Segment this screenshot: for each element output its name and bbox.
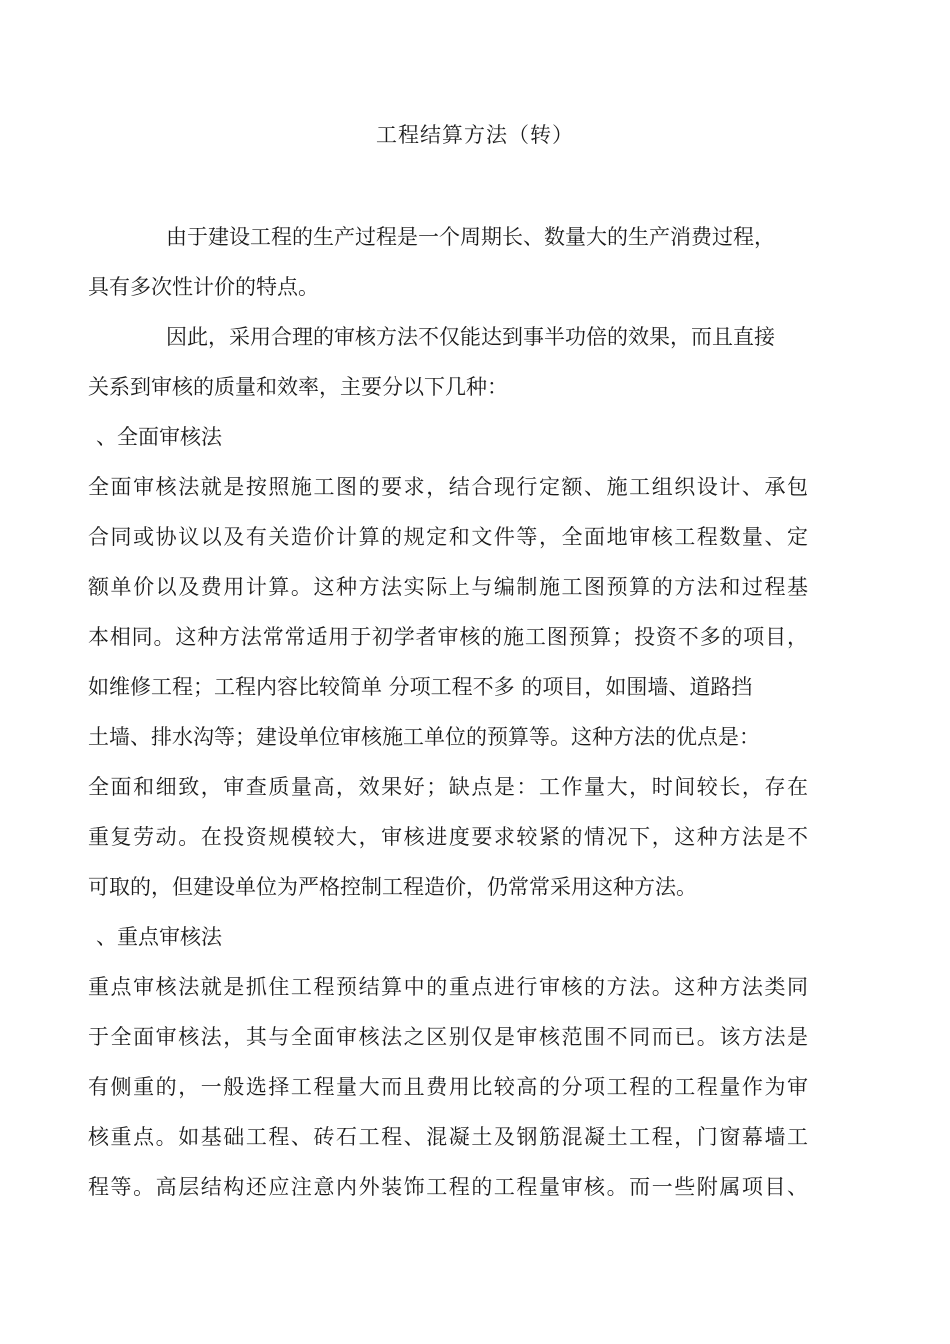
paragraph-line: 由于建设工程的生产过程是一个周期长、数量大的生产消费过程， xyxy=(166,225,775,249)
section-heading: 、重点审核法 xyxy=(96,925,222,949)
paragraph-line: 如维修工程；工程内容比较简单 分项工程不多 的项目，如围墙、道路挡 xyxy=(88,675,753,699)
paragraph-line: 重点审核法就是抓住工程预结算中的重点进行审核的方法。这种方法类同 xyxy=(88,975,808,999)
paragraph-line: 具有多次性计价的特点。 xyxy=(88,275,319,299)
paragraph-line: 核重点。如基础工程、砖石工程、混凝土及钢筋混凝土工程，门窗幕墙工 xyxy=(88,1125,808,1149)
paragraph-line: 有侧重的，一般选择工程量大而且费用比较高的分项工程的工程量作为审 xyxy=(88,1075,808,1099)
section-heading: 、全面审核法 xyxy=(96,425,222,449)
paragraph-line: 重复劳动。在投资规模较大，审核进度要求较紧的情况下，这种方法是不 xyxy=(88,825,808,849)
paragraph-line: 额单价以及费用计算。这种方法实际上与编制施工图预算的方法和过程基 xyxy=(88,575,808,599)
document-title: 工程结算方法（转） xyxy=(376,123,574,147)
paragraph-line: 合同或协议以及有关造价计算的规定和文件等，全面地审核工程数量、定 xyxy=(88,525,808,549)
paragraph-line: 于全面审核法，其与全面审核法之区别仅是审核范围不同而已。该方法是 xyxy=(88,1025,808,1049)
paragraph-line: 全面审核法就是按照施工图的要求，结合现行定额、施工组织设计、承包 xyxy=(88,475,808,499)
paragraph-line: 土墙、排水沟等；建设单位审核施工单位的预算等。这种方法的优点是： xyxy=(88,725,760,749)
paragraph-line: 全面和细致，审查质量高，效果好；缺点是：工作量大，时间较长，存在 xyxy=(88,775,808,799)
paragraph-line: 关系到审核的质量和效率，主要分以下几种： xyxy=(88,375,508,399)
paragraph-line: 可取的，但建设单位为严格控制工程造价，仍常常采用这种方法。 xyxy=(88,875,697,899)
paragraph-line: 程等。高层结构还应注意内外装饰工程的工程量审核。而一些附属项目、 xyxy=(88,1175,808,1199)
paragraph-line: 因此，采用合理的审核方法不仅能达到事半功倍的效果，而且直接 xyxy=(166,325,775,349)
paragraph-line: 本相同。这种方法常常适用于初学者审核的施工图预算；投资不多的项目， xyxy=(88,625,808,649)
